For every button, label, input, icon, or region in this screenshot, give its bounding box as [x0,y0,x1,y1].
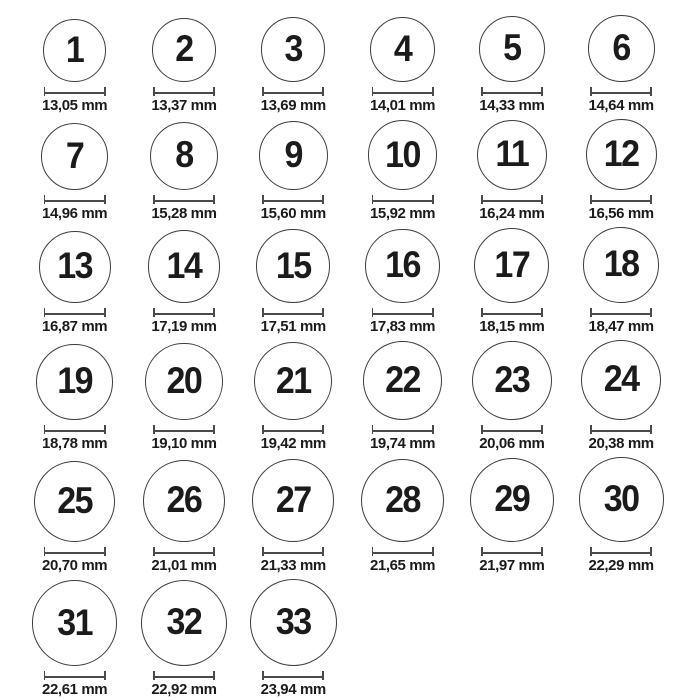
measure-tick-right-icon [650,87,652,96]
measure-line [153,552,215,554]
measure-line [481,313,543,315]
measurement-bar [262,425,324,434]
ring-size-number: 8 [175,134,193,176]
ring-circle [586,119,657,190]
ring-size-cell [20,225,129,335]
circle-area [365,225,439,303]
ring-circle [39,231,111,303]
ring-diameter-label: 19,42 mm [260,435,326,452]
ring-size-number: 23 [494,359,530,401]
ring-size-number: 20 [166,360,202,402]
measure-line [481,200,543,202]
measure-line [590,430,652,432]
ring-size-cell [457,117,566,222]
ring-size-cell [239,577,348,698]
ring-circle [150,122,218,190]
measurement-bar [481,547,543,556]
measure-line [372,92,434,94]
ring-circle [32,580,118,666]
circle-area [470,455,554,542]
measure-line [481,430,543,432]
ring-size-number: 3 [284,28,302,70]
ring-circle [583,227,659,303]
ring-size-number: 2 [175,28,193,70]
ring-size-cell [239,117,348,222]
ring-size-number: 32 [166,601,202,643]
measure-tick-right-icon [432,87,434,96]
circle-area [252,455,335,542]
ring-diameter-label: 20,38 mm [588,435,654,452]
measure-tick-right-icon [432,308,434,317]
ring-size-cell [20,338,129,452]
measure-tick-right-icon [104,308,106,317]
measure-line [372,313,434,315]
ring-size-number: 14 [166,245,202,287]
measurement-bar [481,87,543,96]
ring-size-cell [348,13,457,114]
ring-diameter-label: 14,64 mm [588,96,654,114]
ring-size-number: 6 [612,27,630,69]
ring-circle [250,579,337,666]
circle-area [256,225,330,303]
ring-circle [581,340,661,420]
measurement-bar [153,308,215,317]
measure-line [44,200,106,202]
measure-tick-right-icon [432,425,434,434]
measure-tick-right-icon [322,425,324,434]
ring-circle [363,341,442,420]
measure-line [262,676,324,678]
ring-diameter-label: 18,47 mm [588,317,654,335]
ring-circle [34,461,115,542]
circle-area [43,13,106,82]
circle-area [579,455,664,542]
ring-size-number: 19 [57,360,93,402]
measure-line [372,200,434,202]
ring-circle [43,19,106,82]
ring-diameter-label: 19,10 mm [151,435,217,452]
ring-size-cell [20,577,129,698]
ring-size-number: 7 [65,135,84,177]
measure-tick-right-icon [322,671,324,680]
measure-tick-right-icon [213,87,215,96]
ring-diameter-label: 20,06 mm [479,435,545,452]
measure-tick-right-icon [213,671,215,680]
ring-diameter-label: 14,96 mm [42,205,108,222]
measure-line [590,552,652,554]
measure-line [481,552,543,554]
circle-area [474,225,549,303]
measure-tick-right-icon [104,195,106,204]
circle-area [583,225,659,303]
ring-circle [141,580,227,666]
ring-diameter-label: 16,87 mm [42,317,108,335]
ring-diameter-label: 14,33 mm [479,96,545,114]
ring-size-cell [239,455,348,574]
measure-line [262,200,324,202]
ring-size-cell [239,225,348,335]
measurement-bar [590,195,652,204]
ring-diameter-label: 13,69 mm [260,96,326,114]
measurement-bar [262,671,324,680]
circle-area [150,117,218,190]
measurement-bar [153,425,215,434]
ring-size-cell [129,225,238,335]
measure-tick-right-icon [541,195,543,204]
ring-size-cell [566,338,675,452]
measure-line [44,430,106,432]
ring-circle [259,121,328,190]
ring-size-number: 25 [57,480,93,522]
circle-area [143,455,225,542]
ring-size-number: 13 [57,245,93,287]
measure-tick-right-icon [322,308,324,317]
ring-diameter-label: 17,51 mm [260,317,326,335]
measurement-bar [153,87,215,96]
circle-area [250,577,337,666]
circle-area [148,225,221,303]
ring-size-cell [129,13,238,114]
ring-size-cell [239,338,348,452]
ring-diameter-label: 15,28 mm [151,205,217,222]
chart-row [0,577,700,698]
measurement-bar [481,308,543,317]
ring-diameter-label: 14,01 mm [369,96,436,114]
ring-circle [579,457,664,542]
ring-circle [479,16,545,82]
ring-diameter-label: 16,24 mm [479,205,545,222]
ring-size-cell [129,338,238,452]
ring-size-cell [457,455,566,574]
circle-area [479,13,545,82]
ring-size-number: 29 [494,478,530,520]
ring-circle [256,229,330,303]
ring-size-number: 15 [275,244,311,286]
measurement-bar [262,308,324,317]
measurement-bar [44,87,106,96]
ring-circle [41,123,109,191]
ring-size-cell [129,577,238,698]
measure-line [590,200,652,202]
measure-tick-right-icon [541,308,543,317]
measurement-bar [153,671,215,680]
measure-line [44,92,106,94]
measure-tick-right-icon [104,671,106,680]
ring-size-cell [566,225,675,335]
measure-line [262,552,324,554]
circle-area [581,338,661,420]
ring-size-number: 31 [57,601,93,643]
chart-row [0,455,700,574]
ring-diameter-label: 18,15 mm [479,317,545,335]
circle-area [145,338,222,420]
ring-size-number: 18 [603,243,639,285]
measure-tick-right-icon [213,547,215,556]
measure-line [590,313,652,315]
ring-diameter-label: 19,74 mm [369,435,436,452]
circle-area [363,338,442,420]
ring-circle [365,229,439,303]
measure-line [153,430,215,432]
measure-line [44,313,106,315]
ring-size-number: 27 [275,479,311,521]
measurement-bar [372,308,434,317]
measurement-bar [590,425,652,434]
ring-circle [368,120,438,190]
measurement-bar [590,87,652,96]
ring-diameter-label: 18,78 mm [42,435,108,452]
measurement-bar [262,195,324,204]
ring-diameter-label: 21,97 mm [479,556,545,574]
circle-area [259,117,328,190]
circle-area [32,577,118,666]
ring-diameter-label: 13,05 mm [42,96,108,114]
ring-size-number: 10 [385,134,420,176]
ring-circle [361,459,444,542]
circle-area [586,117,657,190]
ring-size-cell [129,455,238,574]
circle-area [34,455,115,542]
ring-diameter-label: 21,65 mm [369,556,436,574]
ring-size-cell [457,13,566,114]
ring-size-number: 17 [494,244,530,286]
ring-size-number: 9 [284,134,302,176]
ring-size-number: 26 [166,479,202,521]
measurement-bar [153,547,215,556]
ring-circle [152,18,216,82]
ring-circle [588,15,655,82]
ring-diameter-label: 17,19 mm [151,317,217,335]
measure-line [153,200,215,202]
measurement-bar [590,547,652,556]
circle-area [41,117,109,190]
measure-line [262,92,324,94]
measurement-bar [372,547,434,556]
ring-size-cell [566,117,675,222]
ring-size-cell [457,338,566,452]
measurement-bar [262,547,324,556]
circle-area [370,13,435,82]
chart-row [0,13,700,114]
ring-size-cell [566,13,675,114]
measurement-bar [372,87,434,96]
ring-size-cell [348,117,457,222]
measure-tick-right-icon [213,308,215,317]
measure-tick-right-icon [104,425,106,434]
ring-circle [252,459,335,542]
ring-diameter-label: 23,94 mm [260,680,326,698]
chart-row [0,225,700,335]
measurement-bar [44,547,106,556]
ring-circle [370,17,435,82]
ring-size-number: 1 [65,29,84,71]
measure-line [372,552,434,554]
ring-circle [36,344,113,421]
measurement-bar [44,671,106,680]
ring-diameter-label: 22,61 mm [42,680,108,698]
measurement-bar [44,308,106,317]
measure-tick-right-icon [432,195,434,204]
measure-tick-right-icon [322,87,324,96]
ring-size-cell [20,117,129,222]
measure-tick-right-icon [432,547,434,556]
circle-area [361,455,444,542]
circle-area [141,577,227,666]
ring-circle [261,17,326,82]
circle-area [368,117,438,190]
measurement-bar [590,308,652,317]
ring-diameter-label: 15,60 mm [260,205,326,222]
chart-row [0,338,700,452]
ring-size-number: 28 [385,479,420,521]
measurement-bar [372,425,434,434]
measure-tick-right-icon [541,87,543,96]
measure-tick-right-icon [322,547,324,556]
ring-circle [470,458,554,542]
ring-size-cell [348,225,457,335]
ring-size-cell [457,225,566,335]
ring-size-number: 30 [603,478,639,520]
measurement-bar [44,425,106,434]
ring-diameter-label: 21,01 mm [151,556,217,574]
measure-tick-right-icon [650,195,652,204]
measurement-bar [372,195,434,204]
measure-line [262,313,324,315]
ring-diameter-label: 15,92 mm [369,205,436,222]
ring-diameter-label: 20,70 mm [42,556,108,574]
measure-line [44,676,106,678]
ring-diameter-label: 16,56 mm [588,205,654,222]
measure-tick-right-icon [650,308,652,317]
ring-size-cell [239,13,348,114]
ring-size-number: 24 [603,358,639,400]
ring-diameter-label: 13,37 mm [151,96,217,114]
ring-diameter-label: 22,92 mm [151,680,217,698]
measure-line [481,92,543,94]
measure-tick-right-icon [322,195,324,204]
ring-circle [254,342,332,420]
measurement-bar [153,195,215,204]
measure-tick-right-icon [104,547,106,556]
ring-size-number: 5 [503,27,521,69]
measure-line [153,313,215,315]
ring-size-cell [20,13,129,114]
measurement-bar [262,87,324,96]
ring-size-cell [348,338,457,452]
ring-size-cell [129,117,238,222]
measure-tick-right-icon [650,547,652,556]
ring-diameter-label: 22,29 mm [588,556,654,574]
measure-line [44,552,106,554]
measurement-bar [481,425,543,434]
circle-area [477,117,548,190]
ring-circle [143,460,225,542]
measurement-bar [481,195,543,204]
circle-area [39,225,111,303]
circle-area [36,338,113,420]
measure-line [372,430,434,432]
measure-tick-right-icon [213,195,215,204]
circle-area [588,13,655,82]
ring-size-number: 16 [385,244,420,286]
measure-tick-right-icon [650,425,652,434]
measure-line [153,92,215,94]
circle-area [152,13,216,82]
ring-circle [148,230,221,303]
ring-size-number: 33 [275,601,311,643]
circle-area [472,338,552,420]
ring-size-number: 22 [385,359,420,401]
measure-line [262,430,324,432]
ring-circle [477,120,548,191]
ring-size-number: 4 [393,28,412,70]
ring-size-cell [20,455,129,574]
ring-size-number: 11 [495,133,529,175]
ring-size-cell [566,455,675,574]
ring-circle [472,341,552,421]
measurement-bar [44,195,106,204]
ring-circle [474,228,549,303]
circle-area [254,338,332,420]
measure-tick-right-icon [213,425,215,434]
measure-tick-right-icon [104,87,106,96]
circle-area [261,13,326,82]
ring-size-cell [348,455,457,574]
ring-size-number: 21 [275,359,311,401]
measure-tick-right-icon [541,425,543,434]
ring-circle [145,343,222,420]
measure-line [153,676,215,678]
measure-tick-right-icon [541,547,543,556]
chart-row [0,117,700,222]
ring-size-number: 12 [603,133,639,175]
ring-diameter-label: 21,33 mm [260,556,326,574]
ring-diameter-label: 17,83 mm [369,317,436,335]
measure-line [590,92,652,94]
